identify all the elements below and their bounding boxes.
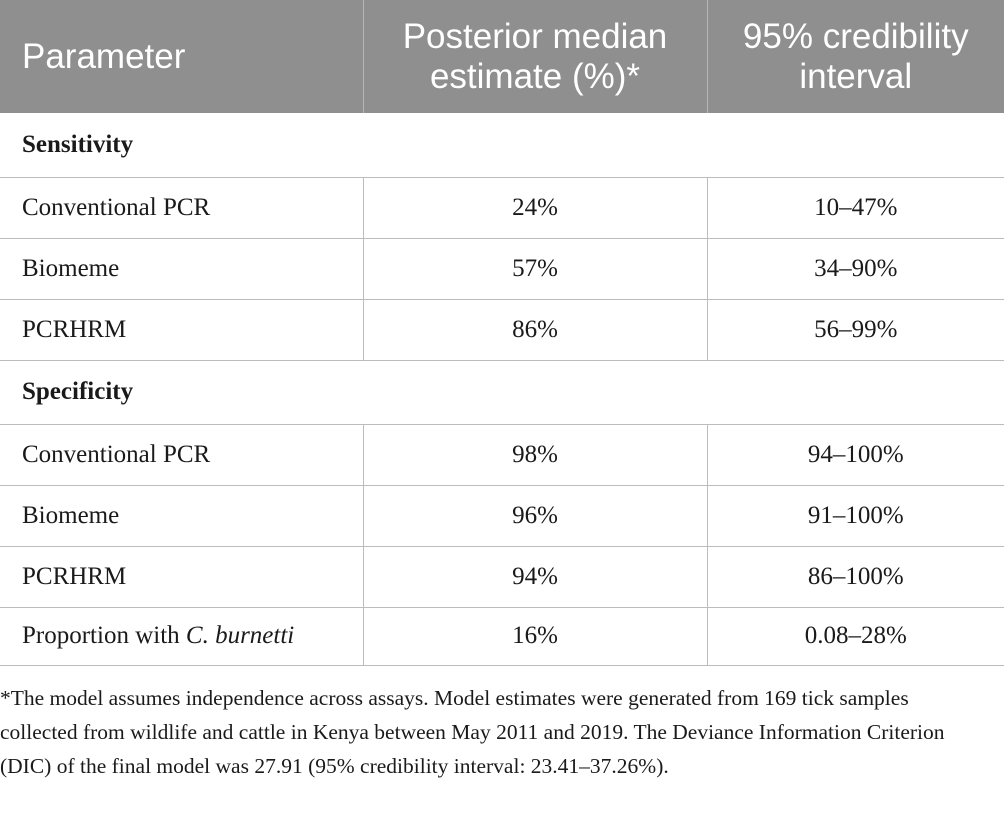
table-row [0, 546, 1004, 607]
table-row-proportion [0, 607, 1004, 665]
median-cell: 86% [363, 299, 707, 360]
header-credibility-interval-line2: interval [799, 56, 913, 96]
median-cell: 94% [363, 546, 707, 607]
header-credibility-interval-line1: 95% credibility [742, 16, 969, 56]
parameter-cell: Biomeme [0, 485, 363, 546]
median-cell: 24% [363, 177, 707, 238]
parameter-cell: Conventional PCR [0, 177, 363, 238]
table-header [0, 0, 1004, 113]
interval-cell: 86–100% [707, 546, 1004, 607]
parameter-cell [0, 607, 363, 665]
header-posterior-median-line2: estimate (%)* [429, 56, 641, 96]
table-footnote: *The model assumes independence across assays. Model estimates were generated from 169 tick samples collected from wildlife and cattle in Kenya between May 2011 and 2019. The Deviance Information Criterion (DIC) of the final model was 27.91 (95% credibility interval: 23.41–37.26%). [0, 686, 945, 778]
parameter-cell: PCRHRM [0, 546, 363, 607]
section-title: Sensitivity [0, 113, 1004, 177]
median-cell: 96% [363, 485, 707, 546]
table-row [0, 238, 1004, 299]
section-row-specificity [0, 360, 1004, 424]
header-parameter-label: Parameter [22, 36, 186, 76]
table-row [0, 424, 1004, 485]
interval-cell: 91–100% [707, 485, 1004, 546]
header-posterior-median [363, 0, 707, 113]
parameter-cell: Conventional PCR [0, 424, 363, 485]
parameter-cell: PCRHRM [0, 299, 363, 360]
parameter-prefix: Proportion with [22, 622, 186, 649]
interval-cell: 56–99% [707, 299, 1004, 360]
parameter-cell: Biomeme [0, 238, 363, 299]
section-title: Specificity [0, 360, 1004, 424]
table-row [0, 177, 1004, 238]
section-row-sensitivity [0, 113, 1004, 177]
median-cell: 16% [363, 607, 707, 665]
median-cell: 57% [363, 238, 707, 299]
header-row [0, 0, 1004, 113]
header-credibility-interval [707, 0, 1004, 113]
interval-cell: 94–100% [707, 424, 1004, 485]
median-cell: 98% [363, 424, 707, 485]
table-row [0, 485, 1004, 546]
header-parameter [0, 0, 363, 113]
species-name: C. burnetti [185, 622, 295, 649]
interval-cell: 0.08–28% [707, 607, 1004, 665]
interval-cell: 10–47% [707, 177, 1004, 238]
interval-cell: 34–90% [707, 238, 1004, 299]
table-row [0, 299, 1004, 360]
header-posterior-median-line1: Posterior median [402, 16, 668, 56]
table-body [0, 113, 1004, 665]
